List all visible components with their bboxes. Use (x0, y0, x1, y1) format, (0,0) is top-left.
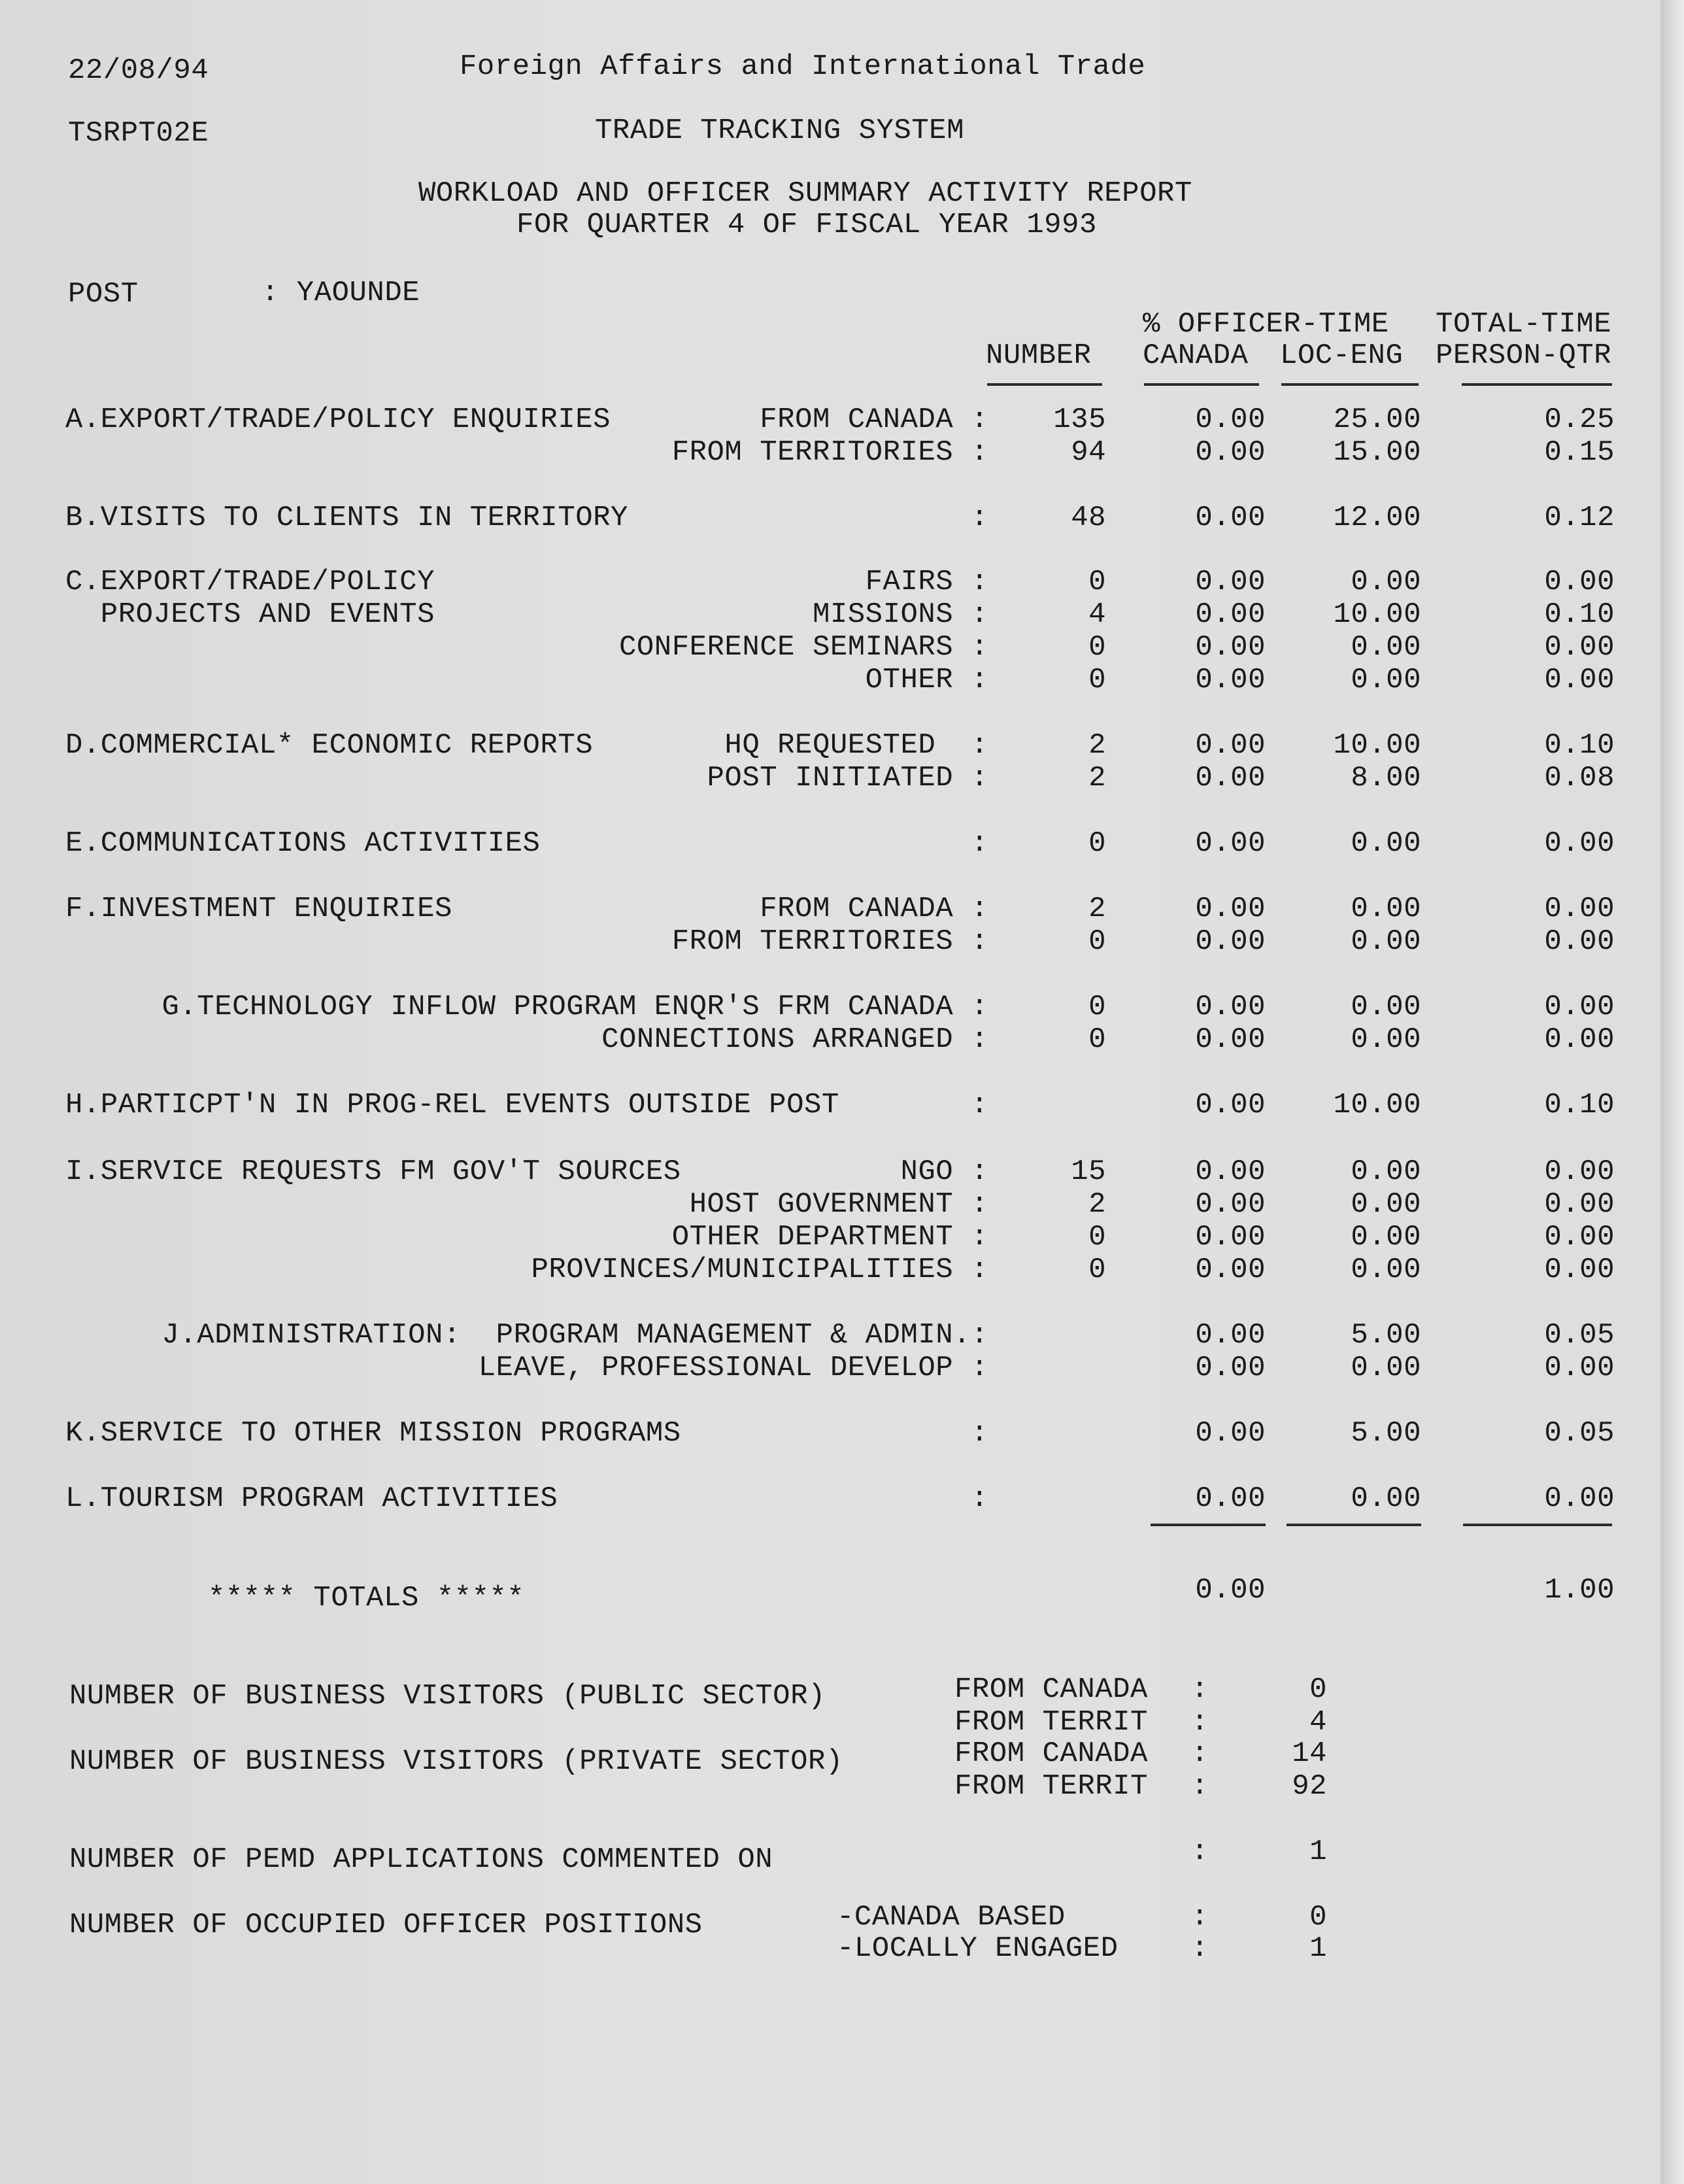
summary-colon: : (1191, 1901, 1209, 1934)
row-number: 2 (1088, 762, 1106, 794)
row-canada: 0.00 (1195, 1089, 1266, 1121)
row-sub-label: OTHER DEPARTMENT : (671, 1221, 988, 1254)
summary-label: NUMBER OF PEMD APPLICATIONS COMMENTED ON (69, 1843, 773, 1876)
row-canada: 0.00 (1195, 729, 1266, 762)
summary-label: NUMBER OF OCCUPIED OFFICER POSITIONS (69, 1909, 703, 1941)
row-canada: 0.00 (1195, 1221, 1266, 1254)
row-number: 15 (1071, 1155, 1106, 1188)
system-name: TRADE TRACKING SYSTEM (595, 114, 964, 147)
row-section-label: E.COMMUNICATIONS ACTIVITIES (65, 827, 541, 860)
row-sub-label: HOST GOVERNMENT : (689, 1188, 988, 1221)
row-person-qtr: 0.00 (1544, 566, 1615, 598)
row-loc-eng: 0.00 (1351, 827, 1421, 860)
total-underline-canada (1151, 1524, 1266, 1526)
row-person-qtr: 0.25 (1544, 403, 1615, 436)
row-section-label: H.PARTICPT'N IN PROG-REL EVENTS OUTSIDE POST (65, 1089, 839, 1121)
row-person-qtr: 0.10 (1544, 1089, 1615, 1121)
summary-value: 1 (1309, 1932, 1327, 1965)
row-canada: 0.00 (1195, 631, 1266, 664)
row-person-qtr: 0.05 (1544, 1417, 1615, 1450)
row-number: 0 (1088, 664, 1106, 696)
row-number: 0 (1088, 566, 1106, 598)
row-loc-eng: 5.00 (1351, 1319, 1421, 1352)
row-person-qtr: 0.10 (1544, 729, 1615, 762)
row-loc-eng: 0.00 (1351, 1352, 1421, 1384)
post-value: : YAOUNDE (261, 277, 420, 309)
report-code: TSRPT02E (68, 117, 209, 150)
row-canada: 0.00 (1195, 1417, 1266, 1450)
report-title-line2: FOR QUARTER 4 OF FISCAL YEAR 1993 (516, 209, 1097, 241)
total-underline-person-qtr (1463, 1524, 1612, 1526)
row-sub-label: FROM CANADA : (760, 403, 988, 436)
row-sub-label: POST INITIATED : (707, 762, 988, 794)
post-label: POST (68, 278, 139, 311)
row-person-qtr: 0.00 (1544, 893, 1615, 925)
row-person-qtr: 0.00 (1544, 1188, 1615, 1221)
row-loc-eng: 0.00 (1351, 1482, 1421, 1515)
row-loc-eng: 0.00 (1351, 664, 1421, 696)
summary-sub-label: -LOCALLY ENGAGED (837, 1932, 1119, 1965)
summary-colon: : (1191, 1706, 1209, 1739)
row-sub-label: NGO : (900, 1155, 988, 1188)
row-person-qtr: 0.00 (1544, 827, 1615, 860)
row-person-qtr: 0.00 (1544, 1155, 1615, 1188)
row-sub-label: HQ REQUESTED : (724, 729, 988, 762)
summary-sub-label: -CANADA BASED (837, 1901, 1066, 1934)
underline-number (987, 383, 1102, 386)
row-sub-label: FROM TERRITORIES : (671, 925, 988, 958)
row-loc-eng: 0.00 (1351, 566, 1421, 598)
row-sub-label: : (971, 502, 988, 534)
row-person-qtr: 0.00 (1544, 631, 1615, 664)
row-sub-label: : (971, 827, 988, 860)
row-loc-eng: 8.00 (1351, 762, 1421, 794)
row-loc-eng: 25.00 (1333, 403, 1421, 436)
summary-colon: : (1191, 1770, 1209, 1803)
row-loc-eng: 10.00 (1333, 1089, 1421, 1121)
row-person-qtr: 0.08 (1544, 762, 1615, 794)
row-person-qtr: 0.00 (1544, 1221, 1615, 1254)
row-number: 94 (1071, 436, 1106, 469)
officer-time-heading: % OFFICER-TIME (1143, 308, 1389, 341)
summary-colon: : (1191, 1737, 1209, 1770)
summary-colon: : (1191, 1673, 1209, 1706)
summary-colon: : (1191, 1835, 1209, 1868)
summary-sub-label: FROM TERRIT (954, 1770, 1148, 1803)
row-canada: 0.00 (1195, 436, 1266, 469)
summary-value: 92 (1292, 1770, 1327, 1803)
report-date: 22/08/94 (68, 54, 209, 87)
row-number: 2 (1088, 729, 1106, 762)
row-section-label: L.TOURISM PROGRAM ACTIVITIES (65, 1482, 558, 1515)
row-number: 0 (1088, 991, 1106, 1023)
row-person-qtr: 0.00 (1544, 1482, 1615, 1515)
row-number: 2 (1088, 1188, 1106, 1221)
row-loc-eng: 0.00 (1351, 1023, 1421, 1056)
row-section-label: K.SERVICE TO OTHER MISSION PROGRAMS (65, 1417, 681, 1450)
row-canada: 0.00 (1195, 1023, 1266, 1056)
row-section-label: C.EXPORT/TRADE/POLICY (65, 566, 435, 598)
row-sub-label: OTHER : (865, 664, 988, 696)
row-sub-label: LEAVE, PROFESSIONAL DEVELOP : (478, 1352, 988, 1384)
row-sub-label: : (971, 1089, 988, 1121)
col-canada: CANADA (1143, 339, 1249, 372)
row-person-qtr: 0.00 (1544, 664, 1615, 696)
row-person-qtr: 0.05 (1544, 1319, 1615, 1352)
row-canada: 0.00 (1195, 566, 1266, 598)
row-section-label: F.INVESTMENT ENQUIRIES (65, 893, 452, 925)
row-section-label: D.COMMERCIAL* ECONOMIC REPORTS (65, 729, 594, 762)
row-loc-eng: 0.00 (1351, 1221, 1421, 1254)
row-canada: 0.00 (1195, 598, 1266, 631)
underline-person-qtr (1462, 383, 1612, 386)
summary-value: 0 (1309, 1901, 1327, 1934)
page-edge (1660, 0, 1684, 2184)
summary-value: 14 (1292, 1737, 1327, 1770)
row-number: 0 (1088, 1221, 1106, 1254)
total-underline-loc-eng (1287, 1524, 1421, 1526)
row-number: 0 (1088, 1023, 1106, 1056)
underline-canada (1144, 383, 1259, 386)
summary-label: NUMBER OF BUSINESS VISITORS (PRIVATE SECTOR) (69, 1745, 843, 1778)
totals-person-qtr: 1.00 (1544, 1574, 1615, 1607)
totals-label: ***** TOTALS ***** (208, 1582, 525, 1614)
col-number: NUMBER (986, 339, 1092, 372)
row-canada: 0.00 (1195, 502, 1266, 534)
department-name: Foreign Affairs and International Trade (460, 50, 1146, 83)
row-canada: 0.00 (1195, 827, 1266, 860)
row-number: 2 (1088, 893, 1106, 925)
row-canada: 0.00 (1195, 1319, 1266, 1352)
row-sub-label: FAIRS : (865, 566, 988, 598)
row-canada: 0.00 (1195, 1482, 1266, 1515)
row-section-label: I.SERVICE REQUESTS FM GOV'T SOURCES (65, 1155, 681, 1188)
row-canada: 0.00 (1195, 1254, 1266, 1286)
row-canada: 0.00 (1195, 403, 1266, 436)
row-number: 0 (1088, 925, 1106, 958)
row-canada: 0.00 (1195, 893, 1266, 925)
col-person-qtr: PERSON-QTR (1436, 339, 1612, 372)
summary-colon: : (1191, 1932, 1209, 1965)
row-person-qtr: 0.12 (1544, 502, 1615, 534)
row-canada: 0.00 (1195, 664, 1266, 696)
summary-sub-label: FROM CANADA (954, 1673, 1148, 1706)
row-canada: 0.00 (1195, 1188, 1266, 1221)
row-person-qtr: 0.00 (1544, 925, 1615, 958)
row-number: 0 (1088, 631, 1106, 664)
row-number: 0 (1088, 1254, 1106, 1286)
row-canada: 0.00 (1195, 762, 1266, 794)
summary-label: NUMBER OF BUSINESS VISITORS (PUBLIC SECTOR) (69, 1680, 826, 1713)
row-loc-eng: 0.00 (1351, 925, 1421, 958)
report-title-line1: WORKLOAD AND OFFICER SUMMARY ACTIVITY REPORT (418, 177, 1192, 210)
row-sub-label: FROM CANADA : (760, 893, 988, 925)
row-sub-label: : (971, 1417, 988, 1450)
totals-canada: 0.00 (1195, 1574, 1266, 1607)
row-number: 0 (1088, 827, 1106, 860)
row-canada: 0.00 (1195, 991, 1266, 1023)
row-loc-eng: 0.00 (1351, 893, 1421, 925)
row-loc-eng: 0.00 (1351, 1254, 1421, 1286)
row-section-label: A.EXPORT/TRADE/POLICY ENQUIRIES (65, 403, 611, 436)
row-loc-eng: 0.00 (1351, 1155, 1421, 1188)
row-person-qtr: 0.00 (1544, 1254, 1615, 1286)
row-loc-eng: 10.00 (1333, 598, 1421, 631)
summary-value: 4 (1309, 1706, 1327, 1739)
row-section-label: B.VISITS TO CLIENTS IN TERRITORY (65, 502, 628, 534)
row-number: 135 (1053, 403, 1106, 436)
row-loc-eng: 0.00 (1351, 631, 1421, 664)
col-loc-eng: LOC-ENG (1280, 339, 1404, 372)
row-person-qtr: 0.15 (1544, 436, 1615, 469)
summary-value: 0 (1309, 1673, 1327, 1706)
row-section-label: PROJECTS AND EVENTS (65, 598, 435, 631)
row-loc-eng: 10.00 (1333, 729, 1421, 762)
row-section-label: G.TECHNOLOGY INFLOW PROGRAM ENQR'S FRM CANADA : (161, 991, 988, 1023)
row-loc-eng: 15.00 (1333, 436, 1421, 469)
summary-value: 1 (1309, 1835, 1327, 1868)
row-sub-label: MISSIONS : (812, 598, 988, 631)
row-person-qtr: 0.10 (1544, 598, 1615, 631)
row-loc-eng: 5.00 (1351, 1417, 1421, 1450)
row-number: 4 (1088, 598, 1106, 631)
row-canada: 0.00 (1195, 1155, 1266, 1188)
row-loc-eng: 12.00 (1333, 502, 1421, 534)
row-sub-label: PROVINCES/MUNICIPALITIES : (531, 1254, 988, 1286)
underline-loc-eng (1281, 383, 1419, 386)
row-person-qtr: 0.00 (1544, 1352, 1615, 1384)
row-sub-label: FROM TERRITORIES : (671, 436, 988, 469)
row-sub-label: CONNECTIONS ARRANGED : (601, 1023, 988, 1056)
row-loc-eng: 0.00 (1351, 1188, 1421, 1221)
row-loc-eng: 0.00 (1351, 991, 1421, 1023)
row-canada: 0.00 (1195, 925, 1266, 958)
row-sub-label: CONFERENCE SEMINARS : (619, 631, 988, 664)
row-canada: 0.00 (1195, 1352, 1266, 1384)
summary-sub-label: FROM CANADA (954, 1737, 1148, 1770)
row-sub-label: : (971, 1482, 988, 1515)
row-number: 48 (1071, 502, 1106, 534)
total-time-heading: TOTAL-TIME (1436, 308, 1612, 341)
row-section-label: J.ADMINISTRATION: PROGRAM MANAGEMENT & ADMIN.: (161, 1319, 988, 1352)
row-person-qtr: 0.00 (1544, 1023, 1615, 1056)
summary-sub-label: FROM TERRIT (954, 1706, 1148, 1739)
row-person-qtr: 0.00 (1544, 991, 1615, 1023)
